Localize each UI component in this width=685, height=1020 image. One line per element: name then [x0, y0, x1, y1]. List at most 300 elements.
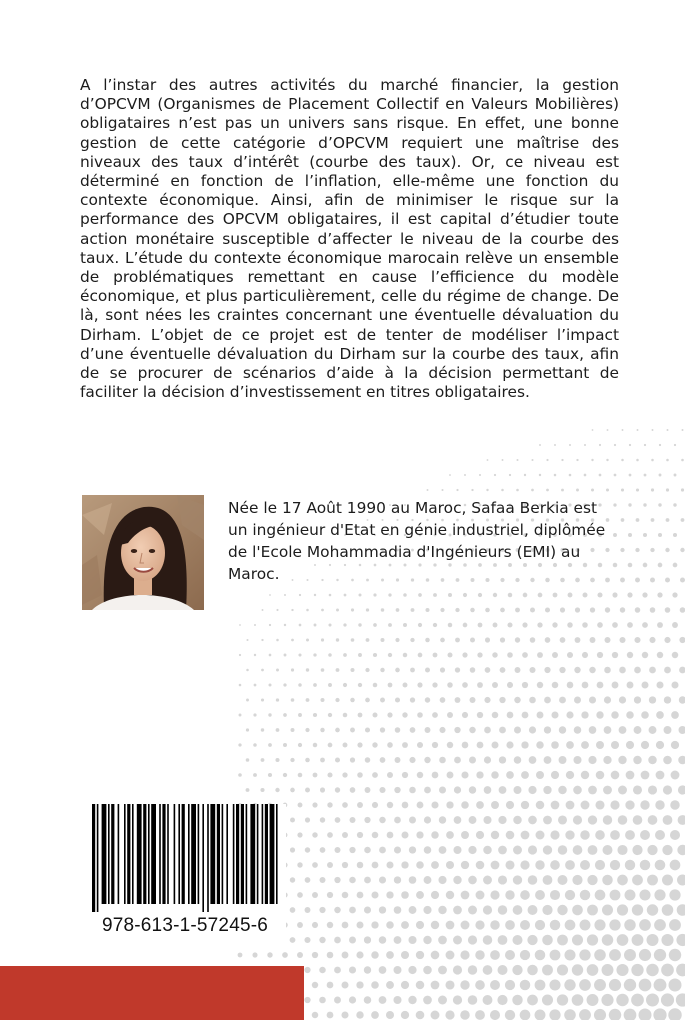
halftone-dot [634, 637, 640, 643]
barcode-bar [151, 804, 156, 904]
halftone-dot [462, 682, 468, 688]
halftone-dot [477, 652, 482, 657]
halftone-dot [364, 906, 371, 913]
halftone-dot [670, 860, 681, 871]
halftone-dot [276, 728, 280, 732]
halftone-dot [409, 757, 415, 763]
halftone-dot [453, 936, 462, 945]
halftone-dot [291, 668, 294, 671]
halftone-dot [513, 905, 523, 915]
halftone-dot [576, 459, 578, 461]
halftone-dot [595, 860, 605, 870]
halftone-dot [648, 785, 657, 794]
halftone-dot [622, 429, 624, 431]
halftone-dot [394, 787, 400, 793]
halftone-dot [291, 639, 294, 642]
halftone-dot [671, 681, 678, 688]
halftone-dot [327, 922, 333, 928]
halftone-dot [261, 639, 263, 641]
halftone-dot [527, 935, 537, 945]
halftone-dot [349, 907, 356, 914]
halftone-dot [567, 652, 573, 658]
halftone-dot [522, 622, 527, 627]
halftone-dot [372, 832, 379, 839]
halftone-dot [402, 712, 407, 717]
halftone-dot [394, 966, 402, 974]
halftone-dot [334, 847, 340, 853]
halftone-dot [535, 1010, 546, 1020]
halftone-dot [590, 637, 596, 643]
halftone-dot [559, 726, 566, 733]
halftone-dot [651, 488, 654, 491]
halftone-dot [395, 638, 399, 642]
halftone-dot [664, 696, 671, 703]
halftone-dot [676, 993, 685, 1006]
halftone-dot [654, 949, 666, 961]
barcode-bar [198, 804, 200, 904]
halftone-dot [663, 756, 672, 765]
halftone-dot [536, 741, 543, 748]
halftone-dot [543, 875, 553, 885]
halftone-dot [635, 548, 639, 552]
halftone-dot [543, 845, 552, 854]
barcode-bar [159, 804, 161, 904]
halftone-dot [557, 935, 568, 946]
halftone-dot [475, 980, 485, 990]
halftone-dot [394, 906, 402, 914]
halftone-dot [572, 875, 582, 885]
halftone-dot [507, 712, 514, 719]
halftone-dot [619, 637, 625, 643]
halftone-dot [246, 788, 250, 792]
halftone-dot [669, 889, 680, 900]
halftone-dot [312, 892, 318, 898]
halftone-dot [290, 877, 295, 882]
halftone-dot [595, 890, 606, 901]
halftone-dot [619, 667, 626, 674]
halftone-dot [268, 773, 272, 777]
halftone-dot [587, 905, 598, 916]
halftone-dot [432, 772, 439, 779]
halftone-dot [637, 429, 639, 431]
halftone-dot [297, 832, 302, 837]
halftone-dot [290, 818, 295, 823]
halftone-dot [439, 757, 446, 764]
halftone-dot [644, 444, 646, 446]
halftone-dot [425, 668, 430, 673]
halftone-dot [602, 875, 613, 886]
halftone-dot [516, 459, 518, 461]
halftone-dot [554, 474, 557, 477]
halftone-dot [297, 952, 303, 958]
barcode-bar [276, 804, 278, 904]
halftone-dot [655, 800, 664, 809]
halftone-dot [409, 787, 416, 794]
halftone-dot [238, 953, 243, 958]
halftone-dot [649, 667, 656, 674]
halftone-dot [581, 741, 589, 749]
halftone-dot [633, 756, 641, 764]
halftone-dot [343, 683, 347, 687]
halftone-dot [453, 906, 462, 915]
halftone-dot [440, 697, 446, 703]
author-bio: Née le 17 Août 1990 au Maroc, Safaa Berkia est un ingénieur d'Etat en génie industriel, diplômée de l'Ecole Mohammadia d'Ingénieurs (EMI) au Maroc. [228, 499, 606, 583]
halftone-dot [476, 861, 485, 870]
halftone-dot [275, 788, 279, 792]
halftone-dot [409, 906, 417, 914]
halftone-dot [312, 982, 318, 988]
halftone-dot [567, 682, 574, 689]
halftone-dot [591, 489, 594, 492]
halftone-dot [371, 951, 378, 958]
halftone-dot [365, 787, 371, 793]
halftone-dot [676, 934, 685, 946]
halftone-dot [342, 832, 348, 838]
halftone-dot [575, 607, 580, 612]
halftone-dot [498, 875, 507, 884]
halftone-dot [618, 786, 627, 795]
halftone-dot [320, 877, 326, 883]
halftone-dot [610, 860, 620, 870]
barcode-bar [270, 804, 275, 904]
halftone-dot [342, 892, 349, 899]
halftone-dot [416, 891, 424, 899]
halftone-dot [379, 876, 386, 883]
halftone-dot [676, 964, 685, 977]
halftone-dot [468, 846, 476, 854]
halftone-dot [379, 817, 385, 823]
halftone-dot [380, 668, 384, 672]
halftone-dot [342, 862, 348, 868]
halftone-dot [364, 847, 371, 854]
halftone-dot [644, 474, 647, 477]
barcode-bar [222, 804, 224, 904]
halftone-dot [550, 890, 560, 900]
halftone-dot [536, 771, 544, 779]
halftone-dot [625, 800, 634, 809]
halftone-dot [335, 698, 339, 702]
halftone-dot [341, 981, 348, 988]
halftone-dot [328, 713, 332, 717]
halftone-dot [506, 801, 514, 809]
halftone-dot [470, 667, 476, 673]
halftone-dot [416, 921, 424, 929]
halftone-dot [601, 994, 613, 1006]
halftone-dot [470, 638, 475, 643]
halftone-dot [433, 653, 438, 658]
halftone-dot [617, 934, 629, 946]
halftone-dot [335, 817, 341, 823]
halftone-dot [401, 1011, 409, 1019]
halftone-dot [439, 786, 446, 793]
halftone-dot [505, 860, 514, 869]
halftone-dot [664, 637, 670, 643]
halftone-dot [542, 935, 553, 946]
halftone-dot [649, 726, 657, 734]
halftone-dot [342, 922, 349, 929]
halftone-dot [594, 919, 605, 930]
halftone-dot [514, 786, 522, 794]
halftone-dot [566, 771, 574, 779]
barcode-bar [191, 804, 196, 904]
halftone-dot [357, 772, 363, 778]
halftone-dot [618, 756, 626, 764]
halftone-dot [681, 518, 685, 522]
halftone-dot [656, 711, 664, 719]
barcode-bar [257, 804, 259, 904]
halftone-dot [654, 889, 665, 900]
halftone-dot [643, 563, 648, 568]
halftone-dot [618, 815, 628, 825]
halftone-dot [319, 997, 326, 1004]
halftone-dot [561, 459, 563, 461]
halftone-dot [417, 802, 424, 809]
halftone-dot [551, 711, 558, 718]
halftone-dot [664, 667, 671, 674]
halftone-dot [469, 786, 476, 793]
halftone-dot [667, 429, 669, 431]
halftone-dot [653, 1008, 666, 1020]
halftone-dot [542, 994, 553, 1005]
barcode-bar [132, 804, 134, 904]
halftone-dot [335, 787, 340, 792]
halftone-dot [507, 682, 513, 688]
halftone-dot [604, 726, 612, 734]
halftone-dot [396, 608, 400, 612]
halftone-dot [609, 1009, 621, 1020]
halftone-dot [246, 639, 248, 641]
halftone-dot [546, 459, 548, 461]
halftone-dot [666, 518, 670, 522]
halftone-dot [550, 920, 561, 931]
halftone-dot [520, 1010, 531, 1020]
halftone-dot [564, 1009, 576, 1020]
halftone-dot [484, 786, 492, 794]
halftone-dot [388, 653, 392, 657]
halftone-dot [483, 846, 492, 855]
halftone-dot [445, 980, 454, 989]
halftone-dot [681, 459, 684, 462]
halftone-dot [611, 771, 620, 780]
halftone-dot [297, 892, 303, 898]
halftone-dot [505, 920, 515, 930]
halftone-dot [269, 654, 272, 657]
halftone-dot [261, 758, 265, 762]
halftone-dot [588, 845, 598, 855]
halftone-dot [387, 802, 393, 808]
barcode-bar [262, 804, 264, 904]
halftone-dot [603, 786, 612, 795]
halftone-dot [612, 622, 618, 628]
halftone-dot [599, 474, 602, 477]
halftone-dot [246, 669, 249, 672]
halftone-dot [636, 459, 639, 462]
isbn-barcode [84, 804, 286, 944]
halftone-dot [350, 698, 354, 702]
halftone-dot [312, 832, 317, 837]
halftone-dot [439, 727, 445, 733]
halftone-dot [561, 489, 564, 492]
halftone-dot [440, 608, 444, 612]
halftone-dot [513, 816, 521, 824]
halftone-dot [661, 934, 673, 946]
isbn-number: 978-613-1-57245-6 [101, 915, 269, 936]
halftone-dot [647, 934, 659, 946]
halftone-dot [603, 756, 611, 764]
halftone-dot [546, 489, 549, 492]
halftone-dot [642, 652, 648, 658]
halftone-dot [371, 921, 378, 928]
halftone-dot [321, 668, 325, 672]
halftone-dot [438, 996, 447, 1005]
halftone-dot [606, 488, 609, 491]
halftone-dot [350, 787, 356, 793]
halftone-dot [329, 594, 332, 597]
halftone-dot [350, 728, 355, 733]
halftone-dot [544, 667, 550, 673]
halftone-dot [328, 683, 332, 687]
halftone-dot [589, 696, 596, 703]
halftone-dot [394, 846, 401, 853]
halftone-dot [559, 756, 567, 764]
halftone-dot [516, 489, 519, 492]
halftone-dot [455, 608, 459, 612]
halftone-dot [678, 815, 685, 825]
halftone-dot [394, 876, 401, 883]
halftone-dot [425, 638, 430, 643]
halftone-dot [652, 429, 654, 431]
halftone-dot [395, 697, 400, 702]
barcode-bar [265, 804, 268, 904]
halftone-dot [557, 905, 567, 915]
halftone-dot [669, 979, 682, 992]
halftone-dot [446, 891, 454, 899]
halftone-dot [498, 965, 508, 975]
halftone-dot [629, 444, 631, 446]
halftone-dot [569, 444, 571, 446]
halftone-dot [282, 952, 288, 958]
halftone-dot [418, 593, 422, 597]
halftone-dot [478, 623, 483, 628]
halftone-dot [365, 757, 371, 763]
halftone-dot [612, 682, 619, 689]
halftone-dot [552, 652, 558, 658]
halftone-dot [371, 891, 378, 898]
halftone-dot [395, 727, 401, 733]
halftone-dot [446, 801, 453, 808]
halftone-dot [334, 967, 341, 974]
halftone-dot [306, 668, 309, 671]
barcode-bar [233, 804, 235, 904]
halftone-dot [507, 652, 513, 658]
halftone-dot [336, 668, 340, 672]
barcode-bar [207, 804, 209, 912]
halftone-dot [573, 815, 582, 824]
halftone-dot [276, 639, 279, 642]
halftone-dot [634, 726, 642, 734]
halftone-dot [357, 862, 364, 869]
halftone-dot [460, 950, 469, 959]
halftone-dot [386, 891, 393, 898]
halftone-dot [409, 876, 417, 884]
halftone-dot [565, 860, 575, 870]
halftone-dot [484, 756, 491, 763]
halftone-dot [521, 771, 529, 779]
halftone-dot [253, 713, 256, 716]
halftone-dot [624, 1009, 637, 1020]
halftone-dot [357, 742, 362, 747]
halftone-dot [290, 847, 295, 852]
halftone-dot [522, 682, 528, 688]
halftone-dot [417, 772, 423, 778]
halftone-dot [440, 638, 445, 643]
halftone-dot [573, 845, 583, 855]
halftone-dot [611, 741, 619, 749]
halftone-dot [305, 907, 311, 913]
halftone-dot [626, 741, 634, 749]
halftone-dot [418, 653, 423, 658]
barcode-bar [102, 804, 107, 904]
halftone-dot [349, 996, 356, 1003]
halftone-dot [558, 875, 568, 885]
accent-color-band [0, 966, 304, 1020]
halftone-dot [626, 771, 635, 780]
halftone-dot [635, 578, 640, 583]
halftone-dot [646, 964, 659, 977]
halftone-dot [576, 489, 579, 492]
halftone-dot [298, 743, 302, 747]
halftone-dot [491, 861, 500, 870]
halftone-dot [314, 594, 316, 596]
halftone-dot [359, 594, 362, 597]
halftone-dot [327, 832, 333, 838]
halftone-dot [500, 608, 505, 613]
halftone-dot [632, 904, 643, 915]
halftone-dot [344, 594, 347, 597]
halftone-dot [283, 713, 287, 717]
halftone-dot [677, 904, 685, 916]
halftone-dot [304, 967, 310, 973]
halftone-dot [493, 623, 498, 628]
halftone-dot [403, 653, 408, 658]
halftone-dot [312, 922, 318, 928]
barcode-bar [236, 804, 239, 904]
halftone-dot [447, 712, 453, 718]
halftone-dot [343, 623, 346, 626]
halftone-dot [379, 847, 386, 854]
halftone-dot [634, 667, 641, 674]
halftone-dot [620, 578, 625, 583]
halftone-dot [253, 773, 257, 777]
halftone-dot [468, 935, 477, 944]
halftone-dot [596, 771, 605, 780]
halftone-dot [306, 698, 310, 702]
halftone-dot [395, 757, 401, 763]
halftone-dot [327, 892, 333, 898]
halftone-dot [490, 980, 500, 990]
halftone-dot [483, 995, 493, 1005]
halftone-dot [349, 847, 355, 853]
halftone-dot [647, 904, 658, 915]
halftone-dot [539, 444, 541, 446]
halftone-dot [335, 757, 340, 762]
halftone-dot [564, 979, 575, 990]
halftone-dot [572, 934, 583, 945]
halftone-dot [648, 756, 657, 765]
halftone-dot [587, 934, 598, 945]
halftone-dot [453, 846, 461, 854]
halftone-dot [649, 637, 655, 643]
